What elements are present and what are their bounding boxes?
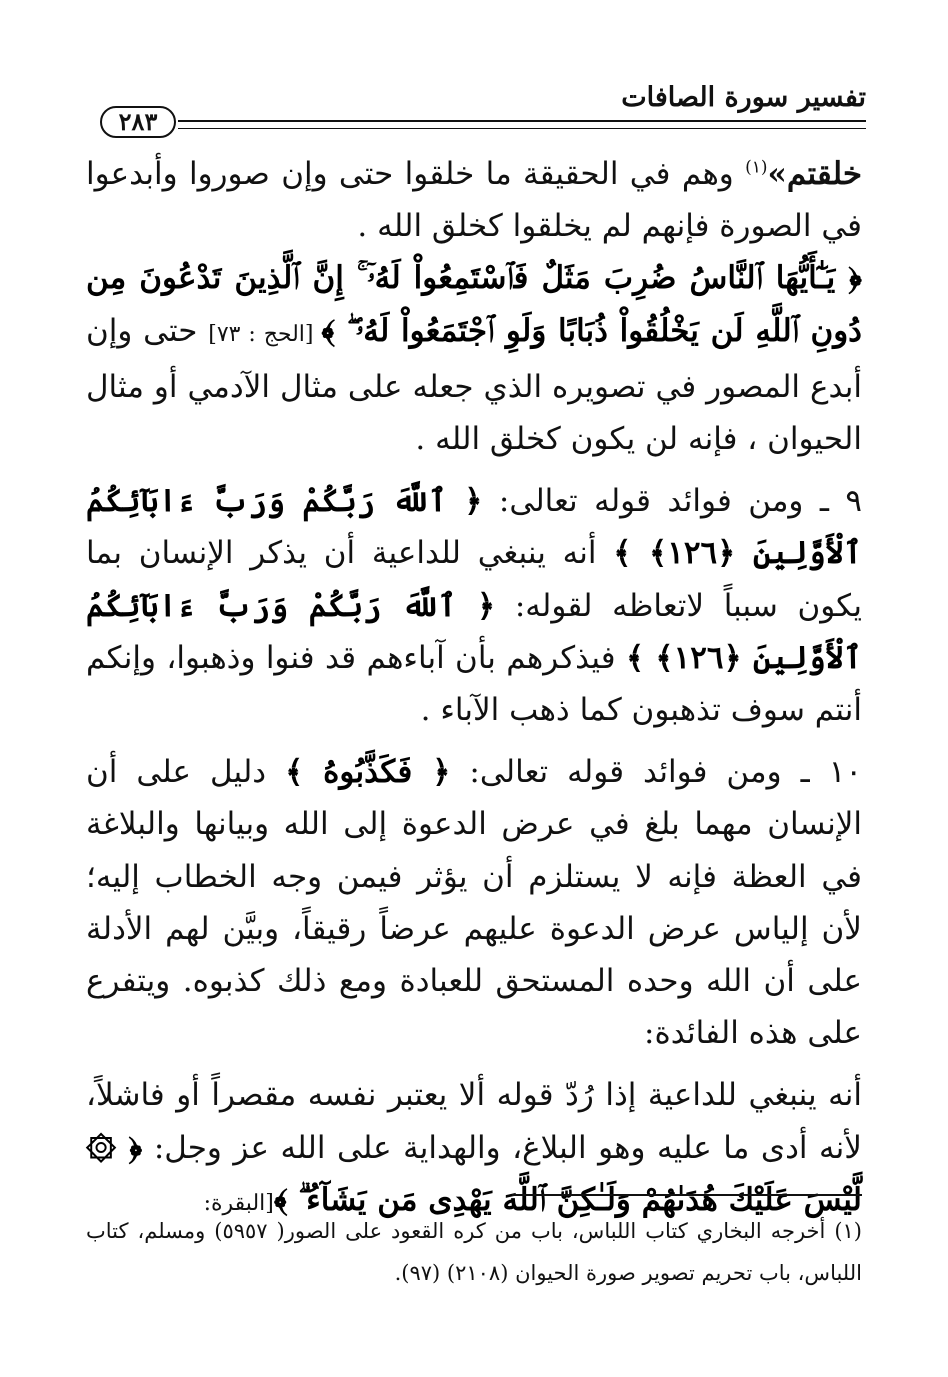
running-title: تفسير سورة الصافات [621,82,866,113]
paragraph-4-text: دليل على أن الإنسان مهما بلغ في عرض الدعوة إلى الله وبيانها والبلاغة في العظة فإنه لا يستلزم أن يؤثر فيمن وجه الخطاب إليه؛ لأن إلياس عرض الدعوة عليهم عرضاً رقيقاً، وبيَّن لهم الأدلة على أن الله وحده المستحق للعبادة ومع ذلك كذبوه. ويتفرع على هذه الفائدة: [86,754,862,1052]
footnote-ref-1: (١) [745,157,768,178]
paragraph-4-intro: ١٠ ـ ومن فوائد قوله تعالى: [450,754,862,791]
paragraph-2 [86,252,862,465]
header-rule [178,120,866,129]
quran-verse-126-a: ﴿ ٱللَّهَ رَبَّكُمْ وَرَبَّ ءَابَآئِكُمُ ٱلْأَوَّلِينَ ﴿١٢٦﴾ ﴾ [86,483,862,572]
quran-verse-kadhdhabuhu: ﴿ فَكَذَّبُوهُ ﴾ [285,754,451,791]
paragraph-3-text-a: أنه ينبغي للداعية أن يذكر الإنسان بما يكون سبباً لاتعاظه لقوله: [86,535,862,624]
footnote-separator [512,1194,862,1196]
quran-verse-hajj-73: ﴿ يَـٰٓأَيُّهَا ٱلنَّاسُ ضُرِبَ مَثَلٌ فَٱسْتَمِعُواْ لَهُۥٓ ۚ إِنَّ ٱلَّذِينَ تَدْعُونَ مِن دُونِ ٱللَّهِ لَن يَخْلُقُواْ ذُبَابًا وَلَوِ ٱجْتَمَعُواْ لَهُۥ ۖ ﴾ [86,260,862,349]
body-text [86,148,862,1230]
paragraph-1 [86,148,862,252]
paragraph-5 [86,1069,862,1230]
paragraph-3 [86,475,862,736]
verse-reference-baqarah: [البقرة: [203,1190,274,1216]
paragraph-5-text: أنه ينبغي للداعية إذا رُدّ قوله ألا يعتبر نفسه مقصراً أو فاشلاً، لأنه أدى ما عليه وهو البلاغ، والهداية على الله عز وجل: [86,1077,862,1166]
quran-verse-126-b: ﴿ ٱللَّهَ رَبَّكُمْ وَرَبَّ ءَابَآئِكُمُ ٱلْأَوَّلِينَ ﴿١٢٦﴾ ﴾ [86,587,862,676]
footnote [86,1210,862,1294]
quran-verse-baqarah: ﴿ ۞ لَّيْسَ عَلَيْكَ هُدَىٰهُمْ وَلَـٰكِنَّ ٱللَّهَ يَهْدِى مَن يَشَآءُ ۗ ﴾ [86,1129,862,1218]
paragraph-1-text: وهم في الحقيقة ما خلقوا حتى وإن صوروا وأبدعوا في الصورة فإنهم لم يخلقوا كخلق الله . [86,156,862,245]
page-number: ٢٨٣ [100,106,176,138]
paragraph-3-text-b: فيذكرهم بأن آباءهم قد فنوا وذهبوا، وإنكم أنتم سوف تذهبون كما ذهب الآباء . [86,639,862,729]
verse-reference-hajj: [الحج : ٧٣] [208,321,322,347]
page-header [100,78,866,138]
paragraph-4 [86,746,862,1059]
paragraph-2-text: حتى وإن أبدع المصور في تصويره الذي جعله على مثال الآدمي أو مثال الحيوان ، فإنه لن يكون كخلق الله . [86,312,862,458]
footnote-1: (١) أخرجه البخاري كتاب اللباس، باب من كره القعود على الصور( ٥٩٥٧) ومسلم، كتاب اللباس، باب تحريم تصوير صورة الحيوان (٢١٠٨) (٩٧). [86,1219,862,1285]
paragraph-3-intro: ٩ ـ ومن فوائد قوله تعالى: [482,483,863,520]
paragraph-1-lead: خلقتم» [767,156,862,192]
